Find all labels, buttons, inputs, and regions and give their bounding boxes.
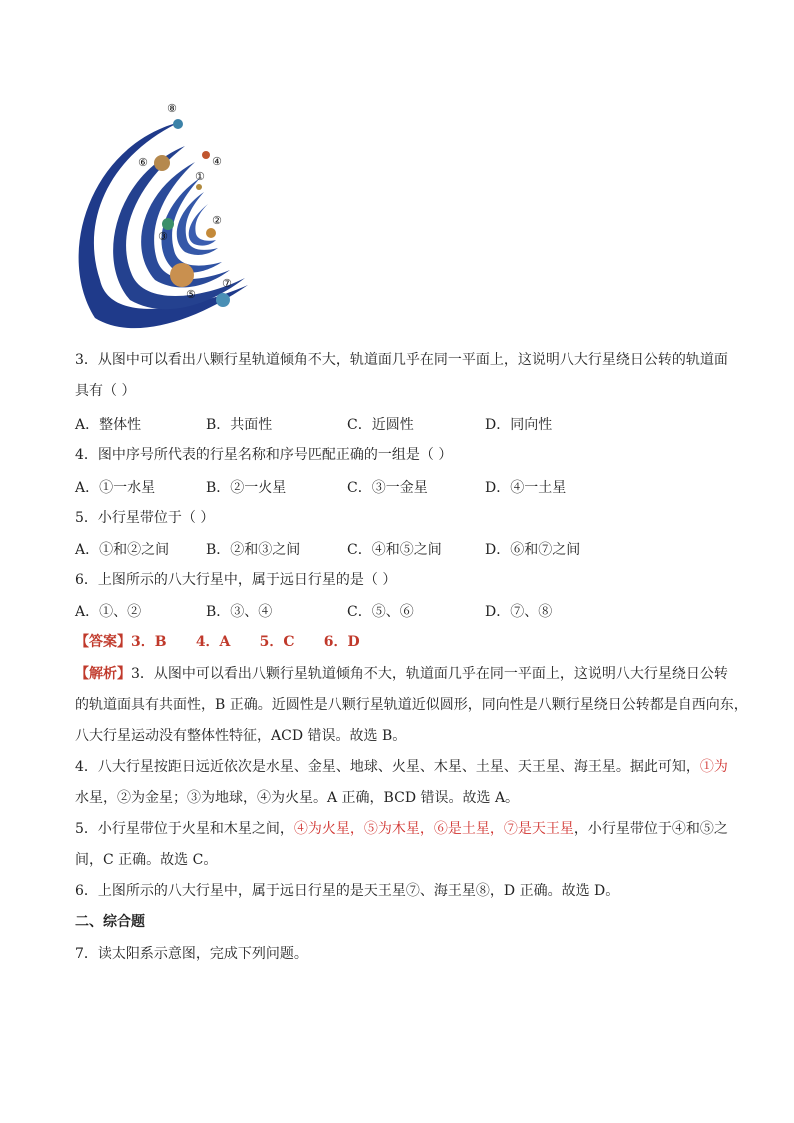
analysis-p5-line2: 间，C 正确。故选 C。 bbox=[75, 852, 218, 868]
q6-option-c: C．⑤、⑥ bbox=[347, 604, 414, 620]
planet-6 bbox=[154, 155, 170, 171]
solar-system-figure bbox=[70, 100, 270, 335]
answer-line bbox=[75, 632, 360, 652]
q3-option-d: D．同向性 bbox=[485, 417, 553, 433]
q3-option-c: C．近圆性 bbox=[347, 417, 414, 433]
label-8: ⑧ bbox=[167, 102, 177, 115]
q3-option-b: B．共面性 bbox=[206, 417, 273, 433]
label-3: ③ bbox=[158, 230, 168, 243]
q3-stem-line1: 3．从图中可以看出八颗行星轨道倾角不大，轨道面几乎在同一平面上，这说明八大行星绕日公转的轨道面 bbox=[75, 352, 728, 368]
q6-option-d: D．⑦、⑧ bbox=[485, 604, 553, 620]
q7-stem: 7．读太阳系示意图，完成下列问题。 bbox=[75, 946, 308, 962]
q4-option-a: A．①一水星 bbox=[75, 480, 156, 496]
q3-option-a: A．整体性 bbox=[75, 417, 142, 433]
analysis-p5-text2: ，小行星带位于④和⑤之 bbox=[573, 821, 728, 837]
label-2: ② bbox=[212, 214, 222, 227]
answer-tag: 【答案】 bbox=[75, 634, 131, 650]
q5-stem: 5．小行星带位于（ ） bbox=[75, 510, 215, 526]
analysis-p4-line1 bbox=[75, 757, 728, 777]
analysis-p3-line3: 八大行星运动没有整体性特征，ACD 错误。故选 B。 bbox=[75, 728, 407, 744]
q5-option-d: D．⑥和⑦之间 bbox=[485, 542, 581, 558]
label-7: ⑦ bbox=[222, 277, 232, 290]
label-1: ① bbox=[195, 170, 205, 183]
planet-2 bbox=[206, 228, 216, 238]
analysis-p3-text1: 3．从图中可以看出八颗行星轨道倾角不大，轨道面几乎在同一平面上，这说明八大行星绕日公转 bbox=[131, 666, 728, 682]
q4-option-d: D．④一土星 bbox=[485, 480, 567, 496]
planet-4 bbox=[202, 151, 210, 159]
q6-option-b: B．③、④ bbox=[206, 604, 273, 620]
label-5: ⑤ bbox=[186, 288, 196, 301]
q5-option-b: B．②和③之间 bbox=[206, 542, 301, 558]
planet-8 bbox=[173, 119, 183, 129]
analysis-p3-line1 bbox=[75, 664, 728, 684]
analysis-p5-line1 bbox=[75, 819, 728, 839]
analysis-p3-line2: 的轨道面具有共面性，B 正确。近圆性是八颗行星轨道近似圆形，同向性是八颗行星绕日公转都是自西向东， bbox=[75, 697, 748, 713]
q4-stem: 4．图中序号所代表的行星名称和序号匹配正确的一组是（ ） bbox=[75, 447, 453, 463]
label-6: ⑥ bbox=[138, 156, 148, 169]
q3-stem-line2: 具有（ ） bbox=[75, 383, 136, 399]
analysis-p4-highlight: ①为 bbox=[699, 759, 728, 775]
analysis-p5-text1: 5．小行星带位于火星和木星之间， bbox=[75, 821, 294, 837]
section2-heading: 二、综合题 bbox=[75, 914, 145, 930]
analysis-p5-highlight: ④为火星，⑤为木星，⑥是土星，⑦是天王星 bbox=[293, 821, 574, 837]
analysis-p4-text1: 4．八大行星按距日远近依次是水星、金星、地球、火星、木星、土星、天王星、海王星。据此可知， bbox=[75, 759, 700, 775]
solar-system-diagram bbox=[70, 100, 270, 335]
analysis-p4-line2: 水星，②为金星；③为地球，④为火星。A 正确，BCD 错误。故选 A。 bbox=[75, 790, 520, 806]
planet-5 bbox=[170, 263, 194, 287]
answer-text: 3．B 4．A 5．C 6．D bbox=[131, 634, 360, 650]
q4-option-b: B．②一火星 bbox=[206, 480, 287, 496]
q5-option-a: A．①和②之间 bbox=[75, 542, 170, 558]
analysis-tag: 【解析】 bbox=[75, 666, 131, 682]
q6-stem: 6．上图所示的八大行星中，属于远日行星的是（ ） bbox=[75, 572, 397, 588]
analysis-p6-line: 6．上图所示的八大行星中，属于远日行星的是天王星⑦、海王星⑧，D 正确。故选 D。 bbox=[75, 883, 620, 899]
label-4: ④ bbox=[212, 155, 222, 168]
planet-3 bbox=[162, 218, 174, 230]
q4-option-c: C．③一金星 bbox=[347, 480, 428, 496]
planet-1 bbox=[196, 184, 202, 190]
q6-option-a: A．①、② bbox=[75, 604, 142, 620]
q5-option-c: C．④和⑤之间 bbox=[347, 542, 442, 558]
planet-7 bbox=[216, 293, 230, 307]
